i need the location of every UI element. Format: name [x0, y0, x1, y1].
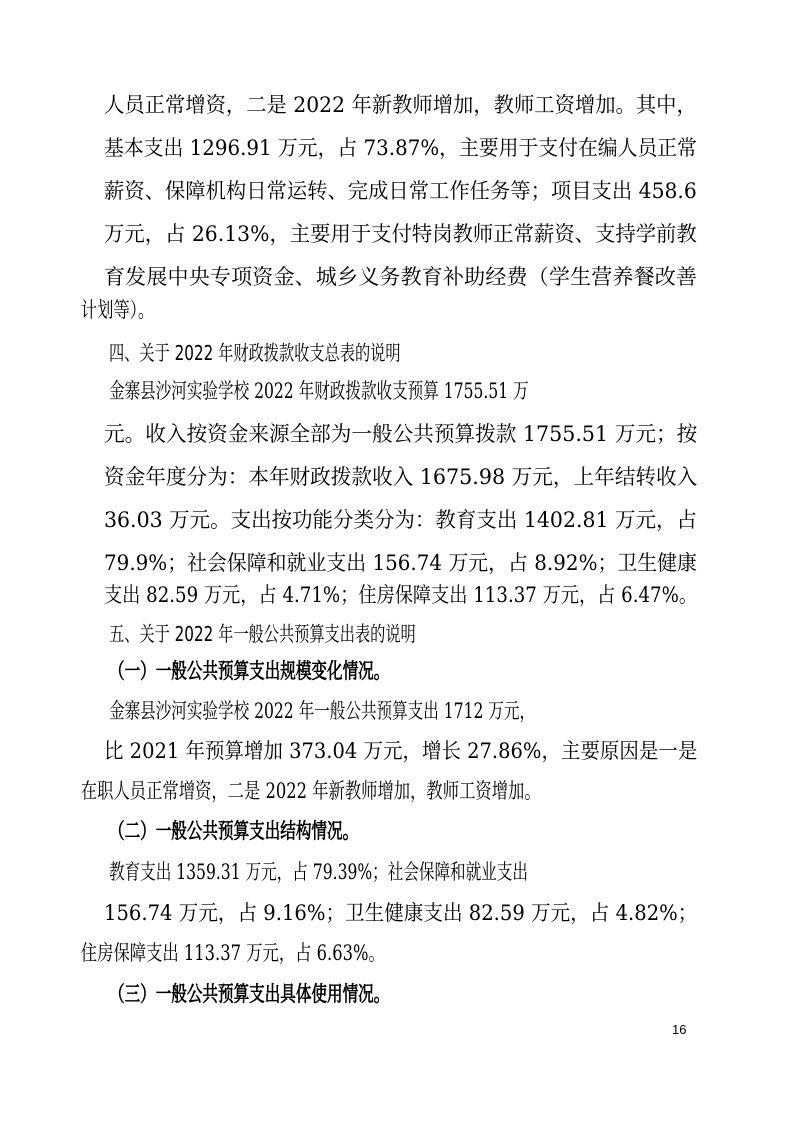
subsection-heading: （三）一般公共预算支出具体使用情况。 — [108, 981, 390, 1006]
body-text-line: 156.74 万元，占 9.16%；卫生健康支出 82.59 万元，占 4.82%； — [104, 901, 698, 925]
section-heading: 五、关于 2022 年一般公共预算支出表的说明 — [108, 622, 416, 646]
body-text-line: 住房保障支出 113.37 万元，占 6.63%。 — [80, 941, 385, 965]
body-text-line: 万元，占 26.13%，主要用于支付特岗教师正常薪资、支持学前教 — [104, 222, 697, 246]
body-text-line: 资金年度分为：本年财政拨款收入 1675.98 万元，上年结转收入 — [104, 465, 698, 489]
section-heading: 四、关于 2022 年财政拨款收支总表的说明 — [108, 341, 401, 365]
subsection-heading: （二）一般公共预算支出结构情况。 — [108, 818, 359, 843]
body-text-line: 人员正常增资，二是 2022 年新教师增加，教师工资增加。其中， — [104, 93, 697, 117]
body-text-line: 基本支出 1296.91 万元，占 73.87%，主要用于支付在编人员正常 — [104, 136, 697, 160]
body-text-line: 在职人员正常增资，二是 2022 年新教师增加，教师工资增加。 — [80, 779, 541, 803]
body-text-line: 36.03 万元。支出按功能分类分为：教育支出 1402.81 万元，占 — [104, 508, 697, 532]
body-text-line: 比 2021 年预算增加 373.04 万元，增长 27.86%，主要原因是一是 — [104, 739, 698, 763]
body-text-line: 育发展中央专项资金、城乡义务教育补助经费（学生营养餐改善 — [104, 265, 698, 289]
subsection-heading: （一）一般公共预算支出规模变化情况。 — [108, 658, 390, 683]
body-text-line: 元。收入按资金来源全部为一般公共预算拨款 1755.51 万元；按 — [104, 422, 698, 446]
page-number: 16 — [672, 1022, 687, 1037]
body-text-line: 计划等）。 — [80, 298, 155, 322]
body-text-line: 金寨县沙河实验学校 2022 年财政拨款收支预算 1755.51 万 — [108, 379, 529, 403]
body-text-line: 支出 82.59 万元，占 4.71%；住房保障支出 113.37 万元，占 6.47%。 — [104, 583, 698, 607]
body-text-line: 金寨县沙河实验学校 2022 年一般公共预算支出 1712 万元， — [108, 699, 536, 723]
body-text-line: 薪资、保障机构日常运转、完成日常工作任务等；项目支出 458.6 — [104, 179, 697, 203]
body-text-line: 教育支出 1359.31 万元，占 79.39%；社会保障和就业支出 — [108, 860, 528, 884]
body-text-line: 79.9%；社会保障和就业支出 156.74 万元，占 8.92%；卫生健康 — [104, 551, 697, 575]
